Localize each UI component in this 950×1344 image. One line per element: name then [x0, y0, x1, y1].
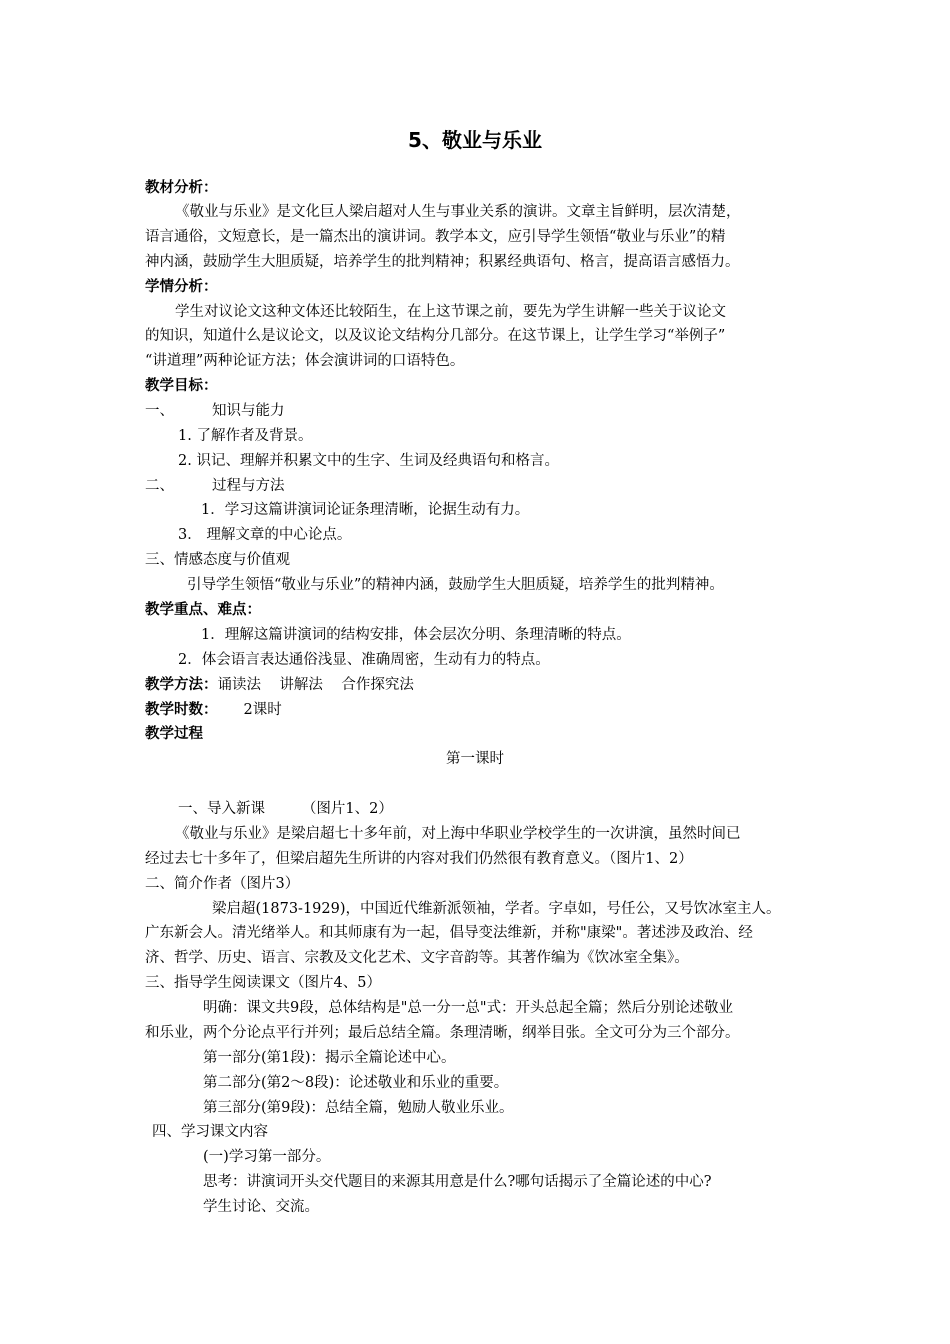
hours-row	[145, 700, 282, 720]
intro-line: 经过去七十多年了，但梁启超先生所讲的内容对我们仍然很有教育意义。（图片1、2）	[145, 851, 693, 867]
study-line: (一)学习第一部分。	[203, 1149, 331, 1165]
author-title: 二、简介作者（图片3）	[145, 876, 300, 892]
read-line: 明确：课文共9段，总体结构是"总一分一总"式：开头总起全篇；然后分别论述敬业	[203, 1000, 734, 1016]
hours-heading: 教学时数：	[145, 702, 218, 718]
study-line: 思考：讲演词开头交代题目的来源其用意是什么?哪句话揭示了全篇论述的中心?	[203, 1174, 712, 1190]
part-item: 第三部分(第9段)：总结全篇，勉励人敬业乐业。	[203, 1100, 514, 1116]
key-heading: 教学重点、难点：	[145, 602, 261, 618]
goal3-title: 三、情感态度与价值观	[145, 552, 290, 568]
study-title: 四、学习课文内容	[152, 1124, 268, 1140]
goal2-item: 1．学习这篇讲演词论证条理清晰，论据生动有力。	[201, 502, 530, 518]
goals-heading: 教学目标：	[145, 378, 218, 394]
goal1-title: 知识与能力	[212, 403, 285, 419]
goal1-item: 1. 了解作者及背景。	[178, 428, 313, 444]
part-item: 第二部分(第2～8段)：论述敬业和乐业的重要。	[203, 1075, 509, 1091]
method-row	[145, 675, 414, 695]
students-line: 的知识，知道什么是议论文，以及议论文结构分几部分。在这节课上，让学生学习“举例子”	[145, 328, 726, 344]
goal2-number: 二、	[145, 478, 174, 494]
material-heading: 教材分析：	[145, 180, 218, 196]
author-line: 广东新会人。清光绪举人。和其师康有为一起，倡导变法维新，并称"康梁"。著述涉及政治、经	[145, 925, 753, 941]
material-line: 《敬业与乐业》是文化巨人梁启超对人生与事业关系的演讲。文章主旨鲜明，层次清楚，	[175, 204, 741, 220]
goal1-number: 一、	[145, 403, 174, 419]
read-line: 和乐业，两个分论点平行并列；最后总结全篇。条理清晰，纲举目张。全文可分为三个部分。	[145, 1025, 740, 1041]
author-line: 济、哲学、历史、语言、宗教及文化艺术、文字音韵等。其著作编为《饮冰室全集》。	[145, 950, 689, 966]
intro-title: 一、导入新课 （图片1、2）	[178, 801, 393, 817]
study-line: 学生讨论、交流。	[203, 1199, 319, 1215]
key-item: 2．体会语言表达通俗浅显、准确周密，生动有力的特点。	[178, 652, 550, 668]
method-heading: 教学方法：	[145, 677, 218, 693]
students-line: “讲道理”两种论证方法；体会演讲词的口语特色。	[145, 353, 465, 369]
intro-line: 《敬业与乐业》是梁启超七十多年前，对上海中华职业学校学生的一次讲演，虽然时间已	[175, 826, 741, 842]
read-title: 三、指导学生阅读课文（图片4、5）	[145, 975, 381, 991]
part-item: 第一部分(第1段)：揭示全篇论述中心。	[203, 1050, 456, 1066]
goal1-item: 2. 识记、理解并积累文中的生字、生词及经典语句和格言。	[178, 453, 559, 469]
hours-text: 2课时	[243, 702, 282, 718]
page-title: 5、敬业与乐业	[408, 128, 542, 152]
key-item: 1．理解这篇讲演词的结构安排，体会层次分明、条理清晰的特点。	[201, 627, 631, 643]
goal3-text: 引导学生领悟“敬业与乐业”的精神内涵，鼓励学生大胆质疑，培养学生的批判精神。	[187, 577, 724, 593]
students-heading: 学情分析：	[145, 279, 218, 295]
material-line: 神内涵，鼓励学生大胆质疑，培养学生的批判精神；积累经典语句、格言，提高语言感悟力。	[145, 254, 740, 270]
lesson-heading: 第一课时	[446, 751, 504, 767]
goal2-item: 3． 理解文章的中心论点。	[178, 527, 352, 543]
process-heading: 教学过程	[145, 726, 203, 742]
method-text: 诵读法 讲解法 合作探究法	[217, 677, 414, 693]
goal2-title: 过程与方法	[212, 478, 285, 494]
material-line: 语言通俗，文短意长，是一篇杰出的演讲词。教学本文，应引导学生领悟“敬业与乐业”的精	[145, 229, 726, 245]
students-line: 学生对议论文这种文体还比较陌生，在上这节课之前，要先为学生讲解一些关于议论文	[175, 304, 726, 320]
author-line: 梁启超(1873-1929)，中国近代维新派领袖，学者。字卓如，号任公，又号饮冰室主人。	[212, 901, 781, 917]
